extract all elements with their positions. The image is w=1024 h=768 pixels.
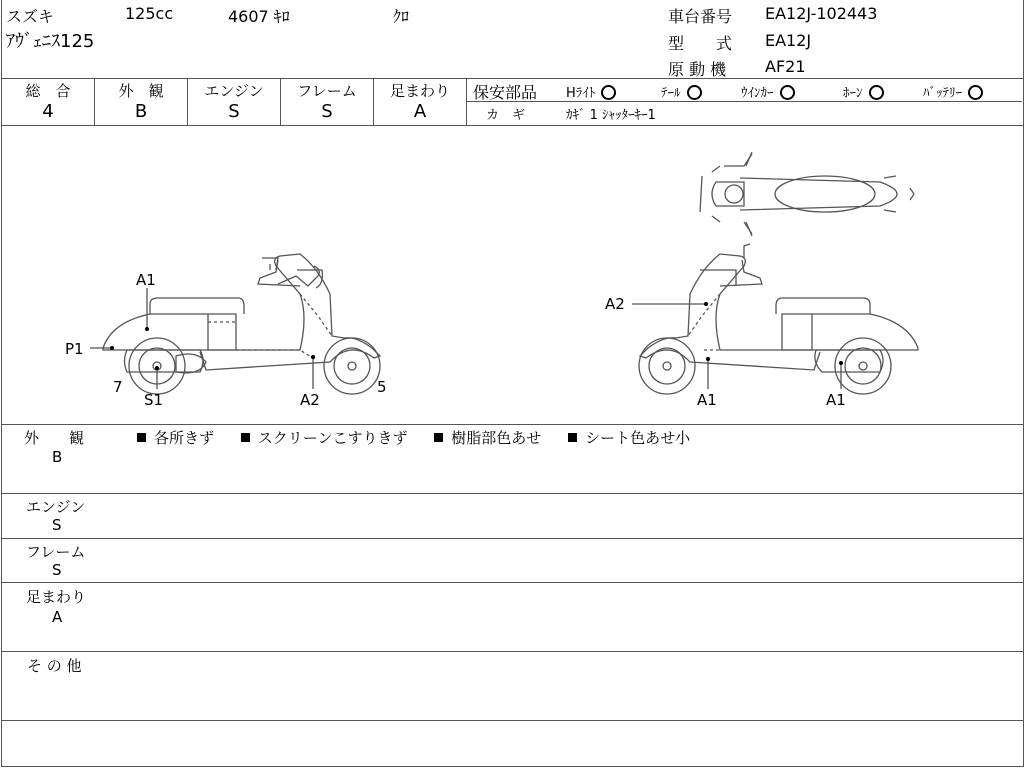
safety-horn: ﾎｰﾝ: [843, 82, 884, 101]
damage-label-7: 7: [113, 378, 123, 396]
remarks-other-label: そ の 他: [27, 657, 82, 675]
ok-mark-icon: [968, 85, 983, 100]
ok-mark-icon: [869, 85, 884, 100]
exterior-grade: B: [134, 101, 148, 122]
bullet-square-icon: [137, 433, 146, 442]
damage-label-a1: A1: [136, 271, 156, 289]
remarks-bottom: [1, 720, 1023, 721]
suspension-grade-label: 足まわり: [389, 82, 450, 100]
ok-mark-icon: [601, 85, 616, 100]
bullet-square-icon: [241, 433, 250, 442]
scooter-right-side-view: [639, 244, 918, 394]
damage-diagram: [0, 126, 1024, 424]
remarks-suspension-label: 足まわり: [26, 588, 87, 606]
remarks-exterior-label: 外 観: [24, 429, 85, 447]
safety-battery: ﾊﾞｯﾃﾘｰ: [923, 82, 983, 101]
type-value: EA12J: [765, 31, 812, 50]
remarks-divider: [1, 582, 1023, 583]
engine-value: AF21: [765, 57, 806, 76]
remarks-divider: [1, 493, 1023, 494]
frame-no: EA12J-102443: [765, 4, 878, 23]
remarks-frame-label: フレーム: [26, 543, 86, 561]
damage-leader-lines: [90, 288, 841, 389]
remarks-exterior-grade: B: [52, 448, 63, 466]
key-label: カ ギ: [486, 108, 526, 123]
damage-label-5: 5: [377, 378, 387, 396]
bullet-square-icon: [434, 433, 443, 442]
damage-label-a2: A2: [300, 391, 320, 409]
damage-label-a1-front: A1: [697, 391, 717, 409]
remarks-frame-grade: S: [52, 561, 62, 579]
frame-grade-label: フレーム: [297, 82, 357, 100]
scooter-top-view: [700, 152, 914, 236]
grade-table-top: [1, 78, 1023, 79]
engine-grade: S: [228, 101, 240, 122]
damage-label-p1: P1: [65, 340, 84, 358]
frame-no-label: 車台番号: [668, 7, 733, 26]
type-label: 型 式: [668, 34, 733, 53]
model-name: ｱｳﾞｪﾆｽ125: [6, 31, 95, 52]
key-value: ｶｷﾞ 1 ｼｬｯﾀｰｷｰ1: [566, 108, 656, 123]
safety-winker: ｳｲﾝｶｰ: [741, 82, 795, 101]
damage-points: [110, 302, 843, 370]
overall-label: 総 合: [25, 82, 71, 100]
remarks-suspension-grade: A: [52, 608, 63, 626]
ok-mark-icon: [687, 85, 702, 100]
suspension-grade: A: [413, 101, 427, 122]
damage-label-a2-right: A2: [605, 295, 625, 313]
damage-label-a1-rear: A1: [826, 391, 846, 409]
safety-headlight: Hﾗｲﾄ: [566, 82, 616, 101]
engine-grade-label: エンジン: [204, 82, 264, 100]
safety-divider: [467, 101, 1022, 102]
overall-grade: 4: [42, 101, 54, 122]
maker: スズキ: [6, 7, 55, 26]
displacement: 125cc: [125, 4, 174, 23]
remarks-divider: [1, 651, 1023, 652]
safety-label: 保安部品: [473, 83, 538, 102]
engine-label: 原 動 機: [668, 60, 727, 79]
color: ｸﾛ: [393, 7, 410, 26]
remarks-top: [1, 424, 1023, 425]
frame-grade: S: [321, 101, 333, 122]
mileage: 4607 ｷﾛ: [228, 7, 290, 26]
ok-mark-icon: [780, 85, 795, 100]
exterior-label: 外 観: [118, 82, 164, 100]
remarks-engine-label: エンジン: [26, 498, 86, 516]
safety-tail: ﾃｰﾙ: [661, 82, 702, 101]
remarks-divider: [1, 538, 1023, 539]
bullet-square-icon: [568, 433, 577, 442]
damage-label-s1: S1: [144, 391, 164, 409]
remarks-engine-grade: S: [52, 516, 62, 534]
exterior-notes: 各所きず スクリーンこすりきず 樹脂部色あせ シート色あせ小: [137, 427, 690, 448]
